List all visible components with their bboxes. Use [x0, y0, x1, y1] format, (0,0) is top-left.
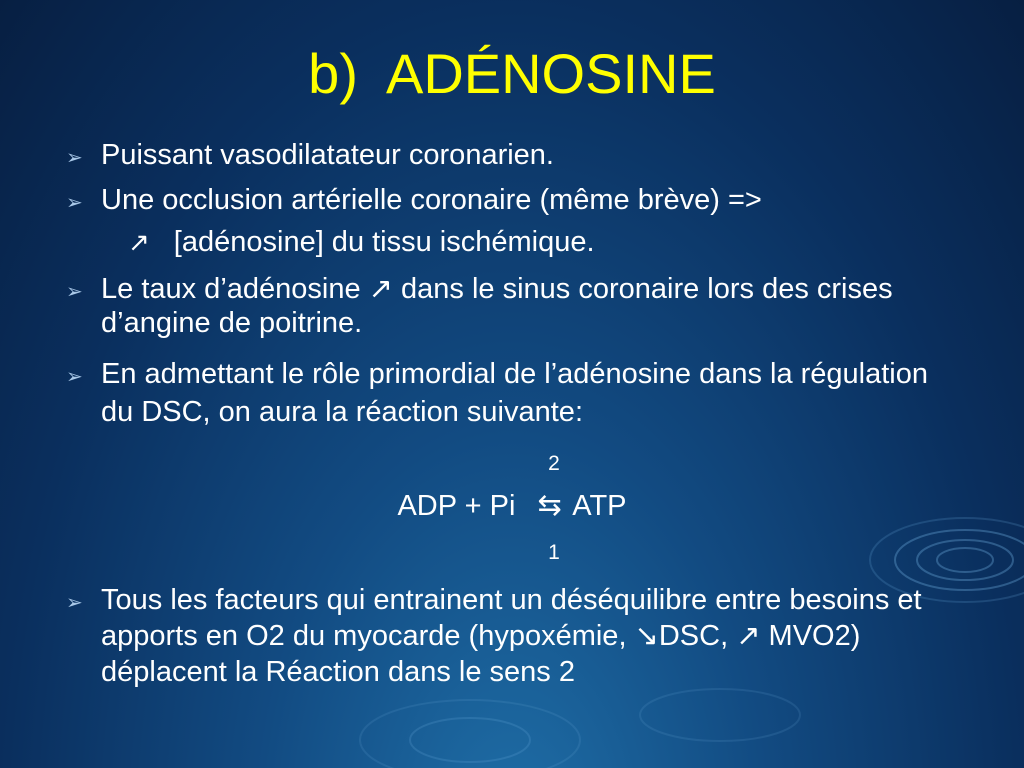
bullet-text: Tous les facteurs qui entrainent un déséquilibre entre besoins et apports en O2 du myocarde (hypoxémie, ↘DSC, ↗ MVO2) déplacent la Réaction dans le sens 2 [101, 584, 922, 688]
title-letter: b) [308, 42, 358, 105]
bullet-item-4 [66, 355, 966, 431]
equation-direction-2: 2 [548, 452, 560, 475]
slide-title [0, 38, 1024, 110]
arrow-right-icon: ➢ [66, 366, 83, 388]
equation-left: ADP + Pi [397, 490, 516, 522]
arrow-right-icon: ➢ [66, 281, 83, 303]
bullet-item-5-body [66, 582, 966, 690]
increase-arrow-icon: ↗ [128, 227, 150, 257]
reaction-equation [0, 488, 1024, 523]
sub-line [66, 225, 966, 259]
bullet-text: En admettant le rôle primordial de l’adénosine dans la régulation du DSC, on aura la réaction suivante: [101, 358, 929, 428]
bullet-list [66, 138, 966, 431]
equilibrium-arrows-icon: ⇆ [537, 490, 562, 522]
bullet-text: Le taux d’adénosine ↗ dans le sinus coronaire lors des crises d’angine de poitrine. [101, 273, 893, 339]
bullet-item-2 [66, 183, 966, 217]
bullet-item-5 [66, 582, 966, 690]
arrow-right-icon: ➢ [66, 592, 83, 614]
equation-direction-1: 1 [548, 541, 560, 564]
bullet-item-3 [66, 272, 966, 340]
arrow-right-icon: ➢ [66, 147, 83, 169]
title-text: ADÉNOSINE [385, 42, 716, 105]
bullet-text: Une occlusion artérielle coronaire (même brève) => [101, 184, 762, 216]
equation-right: ATP [572, 490, 627, 522]
bullet-item-1 [66, 138, 966, 172]
bullet-text: Puissant vasodilatateur coronarien. [101, 139, 554, 171]
sub-line-text: [adénosine] du tissu ischémique. [173, 226, 595, 258]
arrow-right-icon: ➢ [66, 192, 83, 214]
